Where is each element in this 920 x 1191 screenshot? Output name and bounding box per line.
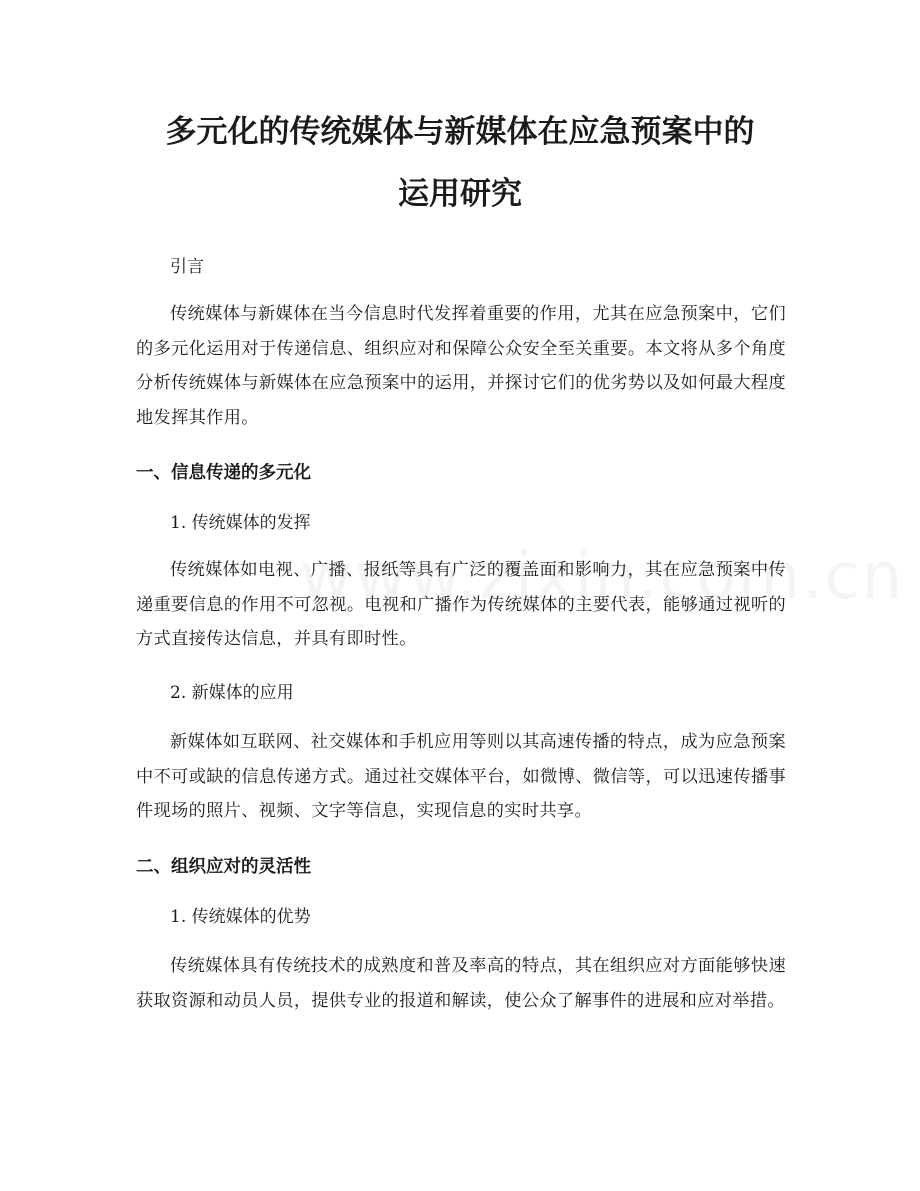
- section1-sub2-title: 2. 新媒体的应用: [170, 683, 294, 703]
- section1-sub1-title: 1. 传统媒体的发挥: [170, 513, 311, 533]
- section2-sub1-paragraph: 传统媒体具有传统技术的成熟度和普及率高的特点，其在组织应对方面能够快速获取资源和动员人员，提供专业的报道和解读，使公众了解事件的进展和应对举措。: [136, 956, 786, 1011]
- intro-paragraph: 传统媒体与新媒体在当今信息时代发挥着重要的作用，尤其在应急预案中，它们的多元化运用对于传递信息、组织应对和保障公众安全至关重要。本文将从多个角度分析传统媒体与新媒体在应急预案中的运用，并探讨它们的优劣势以及如何最大程度地发挥其作用。: [136, 304, 786, 428]
- section1-sub1-paragraph: 传统媒体如电视、广播、报纸等具有广泛的覆盖面和影响力，其在应急预案中传递重要信息的作用不可忽视。电视和广播作为传统媒体的主要代表，能够通过视听的方式直接传达信息，并具有即时性。: [136, 560, 786, 649]
- document-title-line1: 多元化的传统媒体与新媒体在应急预案中的: [165, 114, 755, 150]
- section2-sub1-title: 1. 传统媒体的优势: [170, 907, 311, 927]
- intro-label: 引言: [170, 257, 204, 277]
- section1-heading: 一、信息传递的多元化: [136, 463, 311, 483]
- document-title-line2: 运用研究: [398, 176, 522, 212]
- section2-heading: 二、组织应对的灵活性: [136, 857, 311, 877]
- section1-sub2-paragraph: 新媒体如互联网、社交媒体和手机应用等则以其高速传播的特点，成为应急预案中不可或缺的信息传递方式。通过社交媒体平台，如微博、微信等，可以迅速传播事件现场的照片、视频、文字等信息，实现信息的实时共享。: [136, 732, 786, 821]
